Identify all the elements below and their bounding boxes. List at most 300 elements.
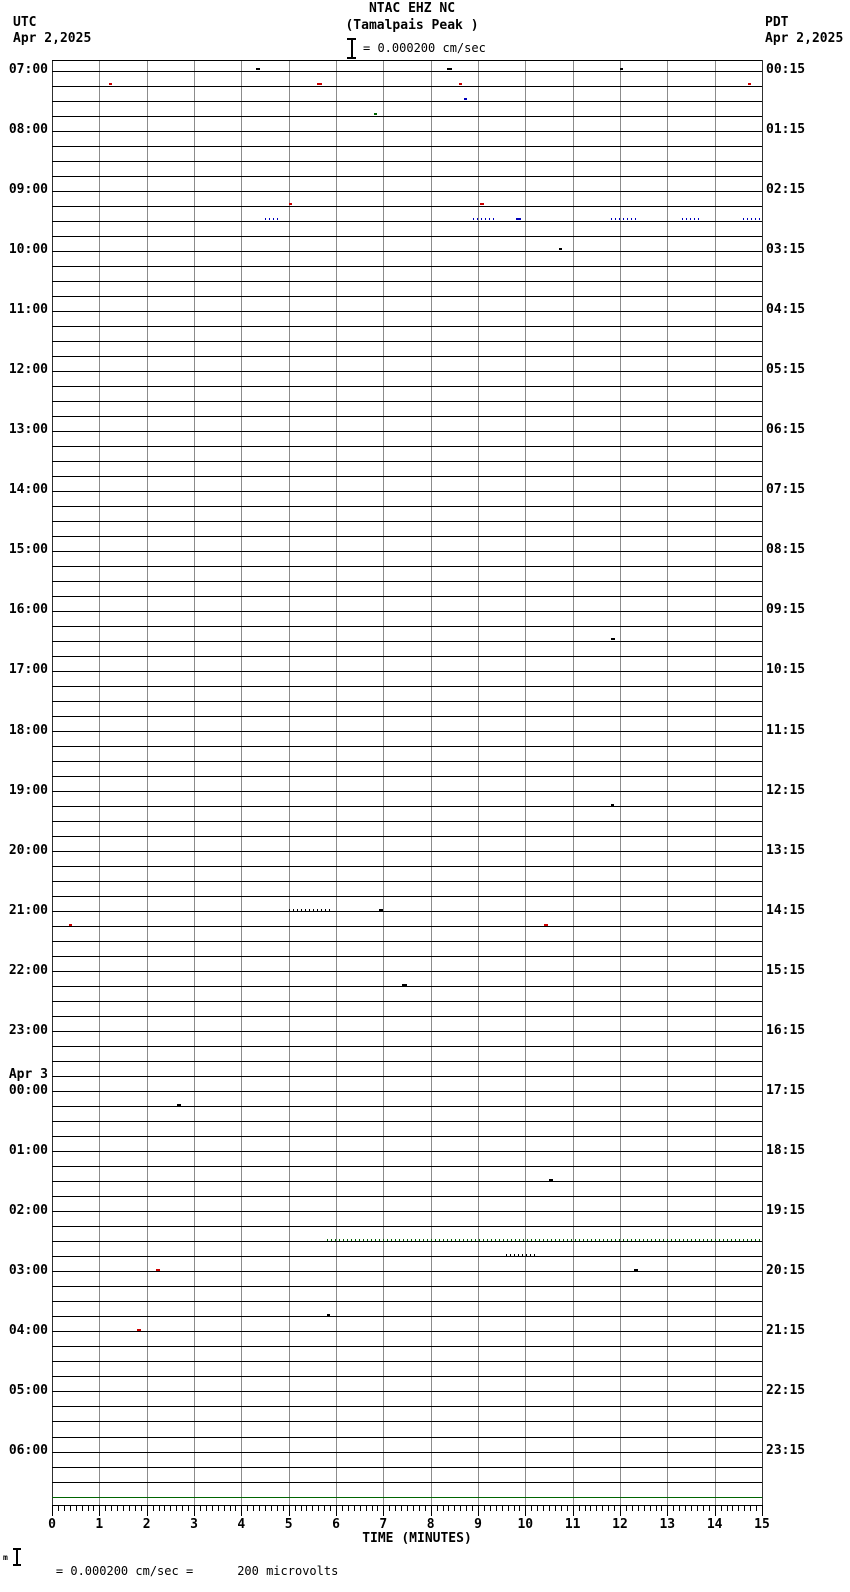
- event-mark: [634, 1269, 638, 1271]
- trace-line: [52, 1091, 762, 1092]
- x-axis-minor-tick: [377, 1505, 378, 1511]
- x-axis-minor-tick: [466, 1505, 467, 1511]
- x-axis-tick-label: 4: [237, 1517, 246, 1532]
- grid-line-minute-5: [289, 60, 290, 1505]
- utc-hour-label: 13:00: [8, 422, 48, 438]
- x-axis-minor-tick: [70, 1505, 71, 1511]
- utc-hour-label: 18:00: [8, 722, 48, 738]
- plot-frame-top: [52, 60, 762, 61]
- trace-line: [52, 161, 762, 162]
- trace-line: [52, 776, 762, 777]
- x-axis-minor-tick: [413, 1505, 414, 1511]
- trace-line: [52, 1076, 762, 1077]
- x-axis-minor-tick: [176, 1505, 177, 1511]
- x-axis-minor-tick: [656, 1505, 657, 1511]
- x-axis-minor-tick: [602, 1505, 603, 1511]
- utc-hour-label: 10:00: [8, 242, 48, 258]
- x-axis-minor-tick: [448, 1505, 449, 1511]
- x-axis-minor-tick: [93, 1505, 94, 1511]
- x-axis-minor-tick: [407, 1505, 408, 1511]
- x-axis-major-tick: [431, 1505, 432, 1516]
- pdt-date: Apr 2,2025: [765, 31, 844, 46]
- event-mark: [256, 68, 261, 70]
- x-axis-minor-tick: [170, 1505, 171, 1511]
- utc-hour-label: 16:00: [8, 602, 48, 618]
- event-mark: [156, 1269, 160, 1271]
- x-axis-major-tick: [573, 1505, 574, 1516]
- trace-line: [52, 956, 762, 957]
- x-axis-tick-label: 0: [48, 1517, 56, 1532]
- trace-line: [52, 236, 762, 237]
- pdt-hour-label: 22:15: [766, 1382, 806, 1398]
- x-axis-tick-label: 5: [284, 1517, 293, 1532]
- x-axis-major-tick: [336, 1505, 337, 1516]
- grid-line-minute-2: [147, 60, 148, 1505]
- grid-line-minute-0: [52, 60, 53, 1505]
- pdt-hour-label: 15:15: [766, 962, 806, 978]
- pdt-hour-label: 00:15: [766, 62, 806, 77]
- trace-line: [52, 191, 762, 192]
- grid-line-minute-10: [525, 60, 526, 1505]
- trace-line: [52, 476, 762, 477]
- trace-line: [52, 896, 762, 897]
- trace-line: [52, 1166, 762, 1167]
- x-axis-minor-tick: [750, 1505, 751, 1511]
- footer-prefix: m: [3, 1553, 8, 1562]
- event-mark: [611, 638, 616, 640]
- event-mark: [516, 218, 521, 220]
- trace-line: [52, 1256, 762, 1257]
- x-axis-minor-tick: [555, 1505, 556, 1511]
- pdt-hour-label: 07:15: [766, 482, 806, 498]
- trace-line: [52, 551, 762, 552]
- trace-line-current: [52, 1497, 762, 1498]
- x-axis-minor-tick: [419, 1505, 420, 1511]
- utc-hour-label: 11:00: [8, 302, 48, 318]
- trace-line: [52, 926, 762, 927]
- x-axis-minor-tick: [537, 1505, 538, 1511]
- trace-line: [52, 686, 762, 687]
- trace-line: [52, 446, 762, 447]
- trace-line: [52, 356, 762, 357]
- grid-line-minute-6: [336, 60, 337, 1505]
- trace-line: [52, 866, 762, 867]
- trace-line: [52, 221, 762, 222]
- scale-bar-icon: [347, 38, 356, 59]
- x-axis-minor-tick: [212, 1505, 213, 1511]
- trace-line: [52, 881, 762, 882]
- x-axis-minor-tick: [395, 1505, 396, 1511]
- x-axis-tick-label: 6: [332, 1517, 340, 1532]
- pdt-hour-label: 14:15: [766, 902, 806, 918]
- x-axis-minor-tick: [129, 1505, 130, 1511]
- x-axis-minor-tick: [531, 1505, 532, 1511]
- trace-line: [52, 431, 762, 432]
- utc-hour-label: 20:00: [8, 842, 48, 858]
- trace-line: [52, 386, 762, 387]
- x-axis-minor-tick: [306, 1505, 307, 1511]
- trace-line: [52, 641, 762, 642]
- x-axis-major-tick: [147, 1505, 148, 1516]
- event-mark: [69, 924, 72, 926]
- x-axis-minor-tick: [454, 1505, 455, 1511]
- trace-line: [52, 941, 762, 942]
- x-axis-minor-tick: [679, 1505, 680, 1511]
- x-axis-minor-tick: [312, 1505, 313, 1511]
- x-axis-minor-tick: [425, 1505, 426, 1511]
- x-axis-minor-tick: [82, 1505, 83, 1511]
- trace-line: [52, 1316, 762, 1317]
- grid-line-minute-7: [383, 60, 384, 1505]
- trace-line: [52, 1361, 762, 1362]
- x-axis-minor-tick: [549, 1505, 550, 1511]
- trace-line: [52, 1121, 762, 1122]
- x-axis-minor-tick: [188, 1505, 189, 1511]
- x-axis-minor-tick: [153, 1505, 154, 1511]
- x-axis-major-tick: [525, 1505, 526, 1516]
- trace-line: [52, 791, 762, 792]
- x-axis-minor-tick: [443, 1505, 444, 1511]
- x-axis-minor-tick: [590, 1505, 591, 1511]
- x-axis-minor-tick: [579, 1505, 580, 1511]
- trace-line: [52, 491, 762, 492]
- pdt-hour-label: 02:15: [766, 182, 806, 198]
- grid-line-minute-4: [241, 60, 242, 1505]
- x-axis-tick-label: 9: [474, 1517, 482, 1532]
- x-axis-minor-tick: [543, 1505, 544, 1511]
- grid-line-minute-14: [715, 60, 716, 1505]
- trace-line: [52, 971, 762, 972]
- x-axis-minor-tick: [330, 1505, 331, 1511]
- trace-line: [52, 1406, 762, 1407]
- x-axis-minor-tick: [271, 1505, 272, 1511]
- trace-line: [52, 911, 762, 912]
- x-axis-minor-tick: [738, 1505, 739, 1511]
- trace-line: [52, 401, 762, 402]
- x-axis-major-tick: [52, 1505, 53, 1516]
- footer-scale-text: [27, 1550, 338, 1592]
- grid-line-minute-9: [478, 60, 479, 1505]
- x-axis-tick-label: 12: [612, 1517, 628, 1532]
- pdt-hour-label: 17:15: [766, 1082, 806, 1098]
- trace-line: [52, 1331, 762, 1332]
- trace-line: [52, 596, 762, 597]
- trace-line: [52, 626, 762, 627]
- utc-hour-label: 21:00: [8, 902, 48, 918]
- x-axis-minor-tick: [259, 1505, 260, 1511]
- footer-equation: = 0.000200 cm/sec =: [55, 1564, 194, 1578]
- pdt-label: PDT: [765, 15, 789, 30]
- trace-line: [52, 986, 762, 987]
- utc-hour-label: 02:00: [8, 1202, 48, 1218]
- x-axis-minor-tick: [164, 1505, 165, 1511]
- trace-line: [52, 281, 762, 282]
- event-mark: [109, 83, 112, 85]
- trace-line: [52, 746, 762, 747]
- x-axis-minor-tick: [206, 1505, 207, 1511]
- x-axis-major-tick: [715, 1505, 716, 1516]
- pdt-hour-label: 05:15: [766, 362, 806, 378]
- trace-line: [52, 581, 762, 582]
- trace-line: [52, 1226, 762, 1227]
- trace-line: [52, 341, 762, 342]
- x-axis-minor-tick: [141, 1505, 142, 1511]
- pdt-hour-label: 23:15: [766, 1443, 806, 1458]
- trace-line: [52, 1181, 762, 1182]
- grid-line-minute-15: [762, 60, 763, 1505]
- x-axis-minor-tick: [295, 1505, 296, 1511]
- trace-line: [52, 1391, 762, 1392]
- x-axis-minor-tick: [283, 1505, 284, 1511]
- trace-line: [52, 1016, 762, 1017]
- event-mark: [177, 1104, 181, 1106]
- x-axis-minor-tick: [561, 1505, 562, 1511]
- x-axis-minor-tick: [514, 1505, 515, 1511]
- x-axis-minor-tick: [372, 1505, 373, 1511]
- utc-hour-label: 05:00: [8, 1382, 48, 1398]
- utc-hour-label: 01:00: [8, 1142, 48, 1158]
- x-axis-minor-tick: [650, 1505, 651, 1511]
- pdt-hour-label: 11:15: [766, 722, 806, 738]
- event-mark: [379, 909, 384, 911]
- x-axis-minor-tick: [401, 1505, 402, 1511]
- x-axis-tick-label: 1: [95, 1517, 104, 1532]
- x-axis-minor-tick: [123, 1505, 124, 1511]
- grid-line-minute-12: [620, 60, 621, 1505]
- x-axis-minor-tick: [105, 1505, 106, 1511]
- x-axis-minor-tick: [76, 1505, 77, 1511]
- trace-line: [52, 146, 762, 147]
- x-axis-minor-tick: [472, 1505, 473, 1511]
- trace-line: [52, 1106, 762, 1107]
- x-axis-major-tick: [762, 1505, 763, 1516]
- pdt-hour-label: 19:15: [766, 1202, 806, 1218]
- trace-line: [52, 86, 762, 87]
- x-axis-minor-tick: [182, 1505, 183, 1511]
- trace-line: [52, 1437, 762, 1438]
- x-axis-minor-tick: [614, 1505, 615, 1511]
- x-axis-minor-tick: [318, 1505, 319, 1511]
- x-axis-minor-tick: [342, 1505, 343, 1511]
- trace-line: [52, 176, 762, 177]
- utc-hour-label: 08:00: [8, 122, 48, 137]
- scale-note: = 0.000200 cm/sec: [363, 41, 486, 55]
- x-axis-minor-tick: [88, 1505, 89, 1511]
- event-mark: [447, 68, 452, 70]
- utc-hour-label: 09:00: [8, 182, 48, 198]
- x-axis-minor-tick: [348, 1505, 349, 1511]
- x-axis-major-tick: [620, 1505, 621, 1516]
- trace-line: [52, 1061, 762, 1062]
- x-axis-minor-tick: [218, 1505, 219, 1511]
- x-axis-minor-tick: [691, 1505, 692, 1511]
- x-axis-tick-label: 7: [379, 1517, 388, 1532]
- utc-hour-label: 06:00: [8, 1443, 48, 1458]
- x-axis-major-tick: [478, 1505, 479, 1516]
- x-axis-minor-tick: [324, 1505, 325, 1511]
- trace-line: [52, 461, 762, 462]
- x-axis-tick-label: 3: [190, 1517, 198, 1532]
- x-axis-minor-tick: [301, 1505, 302, 1511]
- pdt-hour-label: 08:15: [766, 542, 806, 558]
- event-mark: [549, 1179, 553, 1181]
- x-axis-tick-label: 15: [754, 1517, 770, 1532]
- x-axis-tick-label: 13: [659, 1517, 676, 1532]
- x-axis-minor-tick: [117, 1505, 118, 1511]
- x-axis-major-tick: [383, 1505, 384, 1516]
- x-axis-major-tick: [194, 1505, 195, 1516]
- event-mark: [611, 804, 615, 806]
- trace-line: [52, 206, 762, 207]
- x-axis-minor-tick: [673, 1505, 674, 1511]
- x-axis-minor-tick: [502, 1505, 503, 1511]
- grid-line-minute-1: [99, 60, 100, 1505]
- utc-hour-label: 23:00: [8, 1022, 48, 1038]
- event-mark: [289, 203, 293, 205]
- x-axis-minor-tick: [496, 1505, 497, 1511]
- trace-line: [52, 1482, 762, 1483]
- trace-line: [52, 1376, 762, 1377]
- trace-line: [52, 1001, 762, 1002]
- trace-line: [52, 101, 762, 102]
- trace-line: [52, 836, 762, 837]
- trace-line: [52, 566, 762, 567]
- x-axis-minor-tick: [389, 1505, 390, 1511]
- trace-line: [52, 1421, 762, 1422]
- event-mark: [473, 218, 497, 220]
- trace-line: [52, 671, 762, 672]
- x-axis-minor-tick: [744, 1505, 745, 1511]
- trace-line: [52, 1031, 762, 1032]
- trace-line: [52, 1346, 762, 1347]
- x-axis-minor-tick: [732, 1505, 733, 1511]
- x-axis-tick-label: 8: [426, 1517, 435, 1532]
- utc-hour-label: 17:00: [8, 662, 48, 678]
- x-axis-minor-tick: [265, 1505, 266, 1511]
- x-axis-tick-label: 10: [517, 1517, 534, 1532]
- trace-line: [52, 656, 762, 657]
- utc-hour-label: 15:00: [8, 542, 48, 558]
- x-axis-major-tick: [99, 1505, 100, 1516]
- x-axis-minor-tick: [366, 1505, 367, 1511]
- event-mark: [506, 1254, 537, 1256]
- x-axis-minor-tick: [519, 1505, 520, 1511]
- x-axis-minor-tick: [721, 1505, 722, 1511]
- utc-hour-label: 12:00: [8, 362, 48, 378]
- x-axis-minor-tick: [756, 1505, 757, 1511]
- x-axis-minor-tick: [135, 1505, 136, 1511]
- grid-line-minute-13: [667, 60, 668, 1505]
- trace-line: [52, 1467, 762, 1468]
- trace-line: [52, 806, 762, 807]
- utc-hour-label: 14:00: [8, 482, 48, 498]
- event-mark: [611, 218, 637, 220]
- trace-line: [52, 851, 762, 852]
- trace-line: [52, 1151, 762, 1152]
- x-axis-minor-tick: [626, 1505, 627, 1511]
- station-title: NTAC EHZ NC: [368, 1, 456, 16]
- pdt-hour-label: 01:15: [766, 122, 806, 137]
- pdt-hour-label: 12:15: [766, 782, 806, 798]
- x-axis-minor-tick: [200, 1505, 201, 1511]
- trace-line: [52, 116, 762, 117]
- grid-line-minute-3: [194, 60, 195, 1505]
- pdt-hour-label: 10:15: [766, 662, 806, 678]
- x-axis-minor-tick: [490, 1505, 491, 1511]
- pdt-hour-label: 13:15: [766, 842, 806, 858]
- event-mark: [459, 83, 462, 85]
- x-axis-minor-tick: [460, 1505, 461, 1511]
- x-axis-minor-tick: [484, 1505, 485, 1511]
- x-axis-tick-label: 11: [564, 1517, 581, 1532]
- station-subtitle: (Tamalpais Peak ): [345, 18, 479, 33]
- trace-line: [52, 296, 762, 297]
- pdt-hour-label: 03:15: [766, 242, 806, 258]
- pdt-hour-label: 09:15: [766, 602, 806, 618]
- event-mark: [464, 98, 467, 100]
- utc-date: Apr 2,2025: [13, 31, 92, 46]
- x-axis-minor-tick: [360, 1505, 361, 1511]
- event-mark: [317, 83, 322, 85]
- x-axis-minor-tick: [235, 1505, 236, 1511]
- trace-line: [52, 1046, 762, 1047]
- utc-hour-label: 19:00: [8, 782, 48, 798]
- event-mark: [620, 68, 623, 70]
- trace-line: [52, 521, 762, 522]
- trace-line: [52, 1196, 762, 1197]
- x-axis-minor-tick: [608, 1505, 609, 1511]
- trace-line: [52, 506, 762, 507]
- pdt-hour-label: 18:15: [766, 1142, 806, 1158]
- trace-line: [52, 71, 762, 72]
- x-axis-minor-tick: [159, 1505, 160, 1511]
- pdt-hour-label: 06:15: [766, 422, 806, 438]
- pdt-hour-label: 16:15: [766, 1022, 806, 1038]
- x-axis-minor-tick: [58, 1505, 59, 1511]
- trace-line: [52, 716, 762, 717]
- trace-line: [52, 1136, 762, 1137]
- trace-line: [52, 536, 762, 537]
- grid-line-minute-11: [573, 60, 574, 1505]
- trace-line: [52, 1286, 762, 1287]
- x-axis-minor-tick: [596, 1505, 597, 1511]
- trace-line: [52, 311, 762, 312]
- event-mark: [327, 1314, 331, 1316]
- trace-line: [52, 731, 762, 732]
- trace-line: [52, 326, 762, 327]
- trace-line: [52, 611, 762, 612]
- x-axis-minor-tick: [508, 1505, 509, 1511]
- trace-line: [52, 701, 762, 702]
- event-mark: [480, 203, 484, 205]
- utc-label: UTC: [13, 15, 37, 30]
- event-mark: [374, 113, 377, 115]
- x-axis-title: TIME (MINUTES): [362, 1531, 472, 1546]
- x-axis-minor-tick: [230, 1505, 231, 1511]
- trace-line: [52, 1271, 762, 1272]
- x-axis-minor-tick: [638, 1505, 639, 1511]
- x-axis-minor-tick: [354, 1505, 355, 1511]
- x-axis-major-tick: [289, 1505, 290, 1516]
- trace-line: [52, 1211, 762, 1212]
- footer-value: 200 microvolts: [237, 1564, 339, 1578]
- trace-line: [52, 1452, 762, 1453]
- utc-hour-label: 03:00: [8, 1262, 48, 1278]
- trace-line: [52, 266, 762, 267]
- x-axis-minor-tick: [709, 1505, 710, 1511]
- x-axis-tick-label: 2: [142, 1517, 151, 1532]
- event-mark: [137, 1329, 141, 1331]
